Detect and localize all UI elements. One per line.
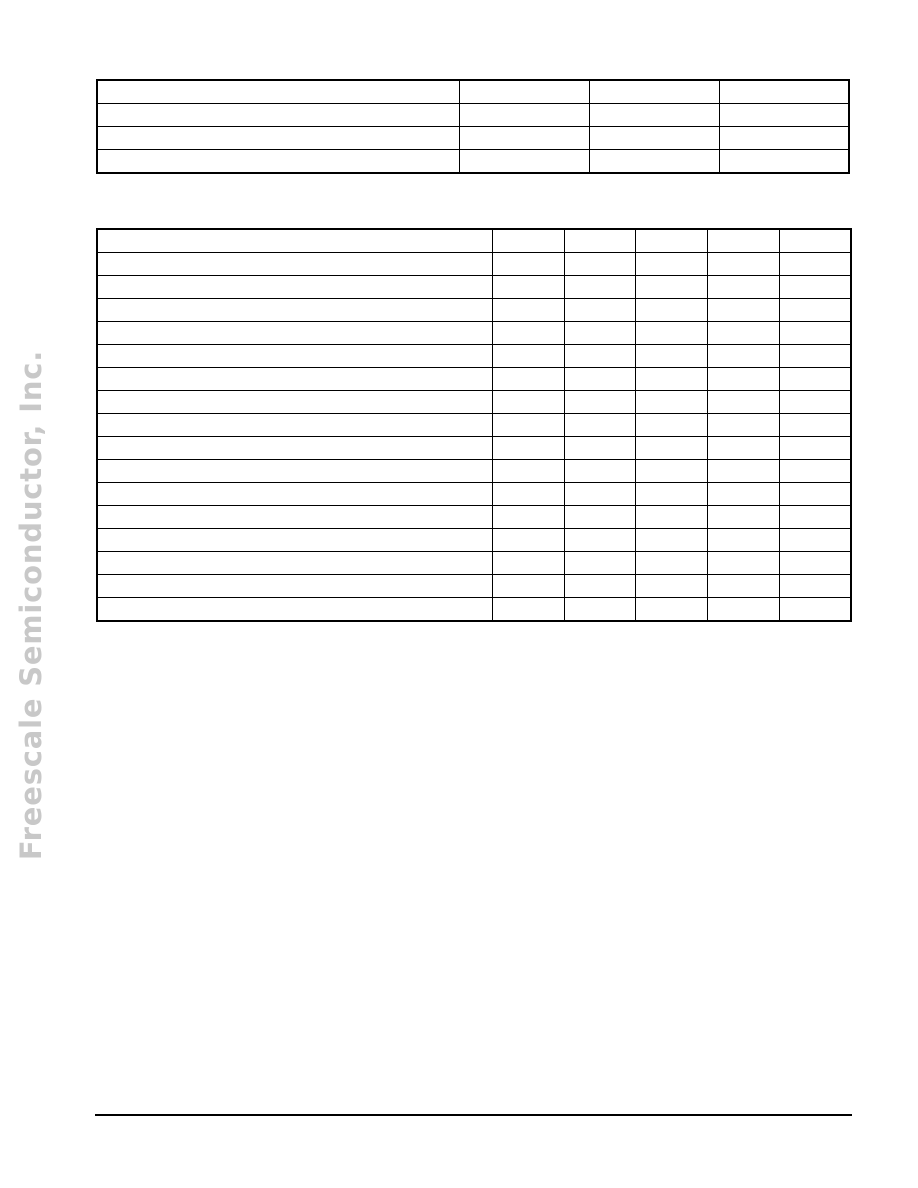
table-cell — [779, 391, 851, 414]
table-cell — [97, 150, 459, 174]
table-row — [97, 127, 849, 150]
table-cell — [97, 229, 492, 253]
table-cell — [564, 552, 635, 575]
table-cell — [779, 483, 851, 506]
table-cell — [635, 253, 707, 276]
table-cell — [459, 80, 589, 104]
table-cell — [492, 598, 564, 622]
table-cell — [635, 229, 707, 253]
footer-rule — [95, 1114, 852, 1116]
table-cell — [97, 299, 492, 322]
table-cell — [779, 529, 851, 552]
table-cell — [635, 506, 707, 529]
table-cell — [719, 80, 849, 104]
table-cell — [779, 299, 851, 322]
table-cell — [492, 437, 564, 460]
table-cell — [564, 391, 635, 414]
table-cell — [635, 552, 707, 575]
table-cell — [97, 575, 492, 598]
table-cell — [719, 127, 849, 150]
table-cell — [779, 598, 851, 622]
table-cell — [564, 368, 635, 391]
table-cell — [492, 483, 564, 506]
table-row — [97, 460, 851, 483]
table-cell — [707, 391, 779, 414]
table-cell — [589, 80, 719, 104]
table-cell — [707, 506, 779, 529]
table-cell — [97, 598, 492, 622]
table-cell — [707, 322, 779, 345]
table-cell — [564, 322, 635, 345]
table-cell — [97, 391, 492, 414]
table-cell — [564, 345, 635, 368]
table-cell — [564, 414, 635, 437]
table-cell — [635, 345, 707, 368]
table-row — [97, 483, 851, 506]
table-cell — [635, 414, 707, 437]
table-cell — [492, 322, 564, 345]
table-cell — [97, 276, 492, 299]
table-cell — [564, 437, 635, 460]
table-cell — [635, 299, 707, 322]
table-cell — [589, 150, 719, 174]
table-cell — [707, 276, 779, 299]
table-cell — [707, 529, 779, 552]
table-cell — [635, 322, 707, 345]
table-cell — [719, 104, 849, 127]
table-cell — [779, 253, 851, 276]
table-cell — [97, 414, 492, 437]
table-cell — [635, 529, 707, 552]
table-cell — [707, 414, 779, 437]
table-cell — [635, 460, 707, 483]
table-cell — [492, 529, 564, 552]
table-cell — [492, 391, 564, 414]
table-cell — [707, 552, 779, 575]
table-cell — [707, 460, 779, 483]
table-cell — [635, 575, 707, 598]
table-cell — [707, 483, 779, 506]
table-cell — [492, 253, 564, 276]
table-cell — [97, 127, 459, 150]
table-cell — [707, 299, 779, 322]
table-cell — [97, 437, 492, 460]
table-row — [97, 506, 851, 529]
table-cell — [719, 150, 849, 174]
table-cell — [635, 368, 707, 391]
table-row — [97, 437, 851, 460]
table-row — [97, 150, 849, 174]
table-cell — [97, 460, 492, 483]
table-cell — [564, 529, 635, 552]
table-cell — [492, 276, 564, 299]
table-row — [97, 552, 851, 575]
table-cell — [779, 460, 851, 483]
table-cell — [97, 322, 492, 345]
table-row — [97, 598, 851, 622]
table-cell — [635, 276, 707, 299]
table-cell — [779, 506, 851, 529]
table-cell — [564, 483, 635, 506]
table-cell — [707, 368, 779, 391]
table-cell — [564, 276, 635, 299]
table-cell — [589, 127, 719, 150]
table-row — [97, 299, 851, 322]
table-cell — [779, 414, 851, 437]
table-cell — [459, 104, 589, 127]
table-cell — [779, 552, 851, 575]
table-cell — [97, 483, 492, 506]
table-cell — [492, 506, 564, 529]
table-cell — [564, 575, 635, 598]
vertical-watermark: Freescale Semiconductor, Inc. — [14, 349, 48, 861]
table-row — [97, 322, 851, 345]
table-row — [97, 253, 851, 276]
spec-table-top — [96, 79, 850, 174]
table-cell — [97, 253, 492, 276]
table-cell — [97, 529, 492, 552]
table-row — [97, 276, 851, 299]
table-cell — [97, 104, 459, 127]
table-cell — [97, 345, 492, 368]
table-cell — [589, 104, 719, 127]
table-cell — [707, 598, 779, 622]
table-cell — [97, 506, 492, 529]
table-row — [97, 80, 849, 104]
table-row — [97, 345, 851, 368]
table-cell — [564, 598, 635, 622]
table-cell — [779, 575, 851, 598]
table-cell — [492, 414, 564, 437]
table-cell — [779, 276, 851, 299]
table-cell — [707, 345, 779, 368]
table-cell — [564, 253, 635, 276]
table-cell — [779, 437, 851, 460]
table-cell — [492, 460, 564, 483]
table-cell — [635, 437, 707, 460]
table-row — [97, 414, 851, 437]
spec-table-main — [96, 228, 852, 622]
table-cell — [779, 322, 851, 345]
table-row — [97, 229, 851, 253]
table-cell — [97, 368, 492, 391]
table-cell — [635, 483, 707, 506]
table-row — [97, 104, 849, 127]
table-row — [97, 391, 851, 414]
table-cell — [492, 575, 564, 598]
table-cell — [779, 345, 851, 368]
table-cell — [707, 229, 779, 253]
table-cell — [459, 127, 589, 150]
table-row — [97, 529, 851, 552]
table-cell — [459, 150, 589, 174]
table-cell — [707, 437, 779, 460]
table-cell — [635, 391, 707, 414]
table-cell — [564, 460, 635, 483]
table-row — [97, 575, 851, 598]
table-cell — [564, 299, 635, 322]
table-cell — [564, 229, 635, 253]
table-row — [97, 368, 851, 391]
table-cell — [564, 506, 635, 529]
table-cell — [492, 229, 564, 253]
table-cell — [707, 253, 779, 276]
table-cell — [635, 598, 707, 622]
table-cell — [492, 299, 564, 322]
table-cell — [707, 575, 779, 598]
table-cell — [492, 368, 564, 391]
table-cell — [779, 368, 851, 391]
table-cell — [492, 552, 564, 575]
table-cell — [492, 345, 564, 368]
table-cell — [779, 229, 851, 253]
table-cell — [97, 80, 459, 104]
table-cell — [97, 552, 492, 575]
